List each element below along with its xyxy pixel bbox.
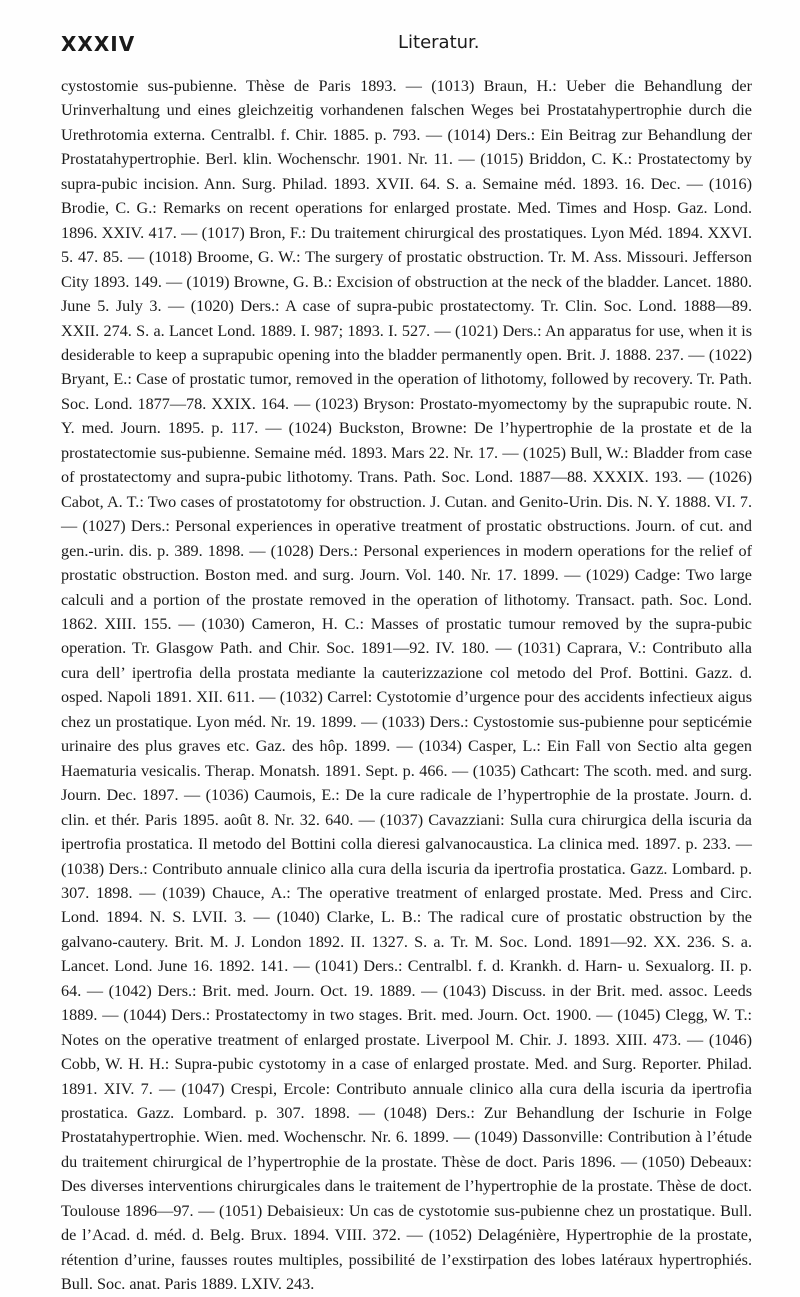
section-title: Literatur. — [398, 32, 480, 53]
running-head — [0, 0, 800, 70]
bibliography-text: cystostomie sus-pubienne. Thèse de Paris 1893. — (1013) Braun, H.: Ueber die Behandlung der Urinverhaltung und eines gleichzeitig vorhandenen falschen Weges bei Prostatahypertrophie durch die Urethrotomia externa. Centralbl. f. Chir. 1885. p. 793. — (1014) Ders.: Ein Beitrag zur Behandlung der Prostatahypertrophie. Berl. klin. Wochenschr. 1901. Nr. 11. — (1015) Briddon, C. K.: Prostatectomy by supra-pubic incision. Ann. Surg. Philad. 1893. XVII. 64. S. a. Semaine méd. 1893. 16. Dec. — (1016) Brodie, C. G.: Remarks on recent operations for enlarged prostate. Med. Times and Hosp. Gaz. Lond. 1896. XXIV. 417. — (1017) Bron, F.: Du traitement chirurgical des prostatiques. Lyon Méd. 1894. XXVI. 5. 47. 85. — (1018) Broome, G. W.: The surgery of prostatic obstruction. Tr. M. Ass. Missouri. Jefferson City 1893. 149. — (1019) Browne, G. B.: Excision of obstruction at the neck of the bladder. Lancet. 1880. June 5. July 3. — (1020) Ders.: A case of supra-pubic prostatectomy. Tr. Clin. Soc. Lond. 1888—89. XXII. 274. S. a. Lancet Lond. 1889. I. 987; 1893. I. 527. — (1021) Ders.: An apparatus for use, when it is desiderable to keep a suprapubic opening into the bladder permanently open. Brit. J. 1888. 237. — (1022) Bryant, E.: Case of prostatic tumor, removed in the operation of lithotomy, followed by recovery. Tr. Path. Soc. Lond. 1877—78. XXIX. 164. — (1023) Bryson: Prostato-myomectomy by the suprapubic route. N. Y. med. Journ. 1895. p. 117. — (1024) Buckston, Browne: De l’hypertrophie de la prostate et de la prostatectomie sus-pubienne. Semaine méd. 1893. Mars 22. Nr. 17. — (1025) Bull, W.: Bladder from case of prostatectomy and supra-pubic lithotomy. Trans. Path. Soc. Lond. 1887—88. XXXIX. 193. — (1026) Cabot, A. T.: Two cases of prostatotomy for obstruction. J. Cutan. and Genito-Urin. Dis. N. Y. 1888. VI. 7. — (1027) Ders.: Personal experiences in operative treatment of prostatic obstructions. Journ. of cut. and gen.-urin. dis. p. 389. 1898. — (1028) Ders.: Personal experiences in modern operations for the relief of prostatic obstruction. Boston med. and surg. Journ. Vol. 140. Nr. 17. 1899. — (1029) Cadge: Two large calculi and a portion of the prostate removed in the operation of lithotomy. Transact. path. Soc. Lond. 1862. XIII. 155. — (1030) Cameron, H. C.: Masses of prostatic tumour removed by the supra-pubic operation. Tr. Glasgow Path. and Chir. Soc. 1891—92. IV. 180. — (1031) Caprara, V.: Contributo alla cura dell’ ipertrofia della prostata mediante la cauterizzazione col metodo del Prof. Bottini. Gazz. d. osped. Napoli 1891. XII. 611. — (1032) Carrel: Cystotomie d’urgence pour des accidents infectieux aigus chez un prostatique. Lyon méd. Nr. 19. 1899. — (1033) Ders.: Cystostomie sus-pubienne pour septicémie urinaire des plus graves etc. Gaz. des hôp. 1899. — (1034) Casper, L.: Ein Fall von Sectio alta gegen Haematuria vesicalis. Therap. Monatsh. 1891. Sept. p. 466. — (1035) Cathcart: The scoth. med. and surg. Journ. Dec. 1897. — (1036) Caumois, E.: De la cure radicale de l’hypertrophie de la prostate. Journ. d. clin. et thér. Paris 1895. août 8. Nr. 32. 640. — (1037) Cavazziani: Sulla cura chirurgica della iscuria da ipertrofia prostatica. Il metodo del Bottini colla dieresi galvanocaustica. La clinica med. 1897. p. 233. — (1038) Ders.: Contributo annuale clinico alla cura della iscuria da ipertrofia prostatica. Gazz. Lombard. p. 307. 1898. — (1039) Chauce, A.: The operative treatment of enlarged prostate. Med. Press and Circ. Lond. 1894. N. S. LVII. 3. — (1040) Clarke, L. B.: The radical cure of prostatic obstruction by the galvano-cautery. Brit. M. J. London 1892. II. 1327. S. a. Tr. M. Soc. Lond. 1891—92. XX. 236. S. a. Lancet. Lond. June 16. 1892. 141. — (1041) Ders.: Centralbl. f. d. Krankh. d. Harn- u. Sexualorg. II. p. 64. — (1042) Ders.: Brit. med. Journ. Oct. 19. 1889. — (1043) Discuss. in der Brit. med. assoc. Leeds 1889. — (1044) Ders.: Prostatectomy in two stages. Brit. med. Journ. Oct. 1900. — (1045) Clegg, W. T.: Notes on the operative treatment of enlarged prostate. Liverpool M. Chir. J. 1893. XIII. 473. — (1046) Cobb, W. H. H.: Supra-pubic cystotomy in a case of enlarged prostate. Med. and Surg. Reporter. Philad. 1891. XIV. 7. — (1047) Crespi, Ercole: Contributo annuale clinico alla cura della iscuria da ipertrofia prostatica. Gazz. Lombard. p. 307. 1898. — (1048) Ders.: Zur Behandlung der Ischurie in Folge Prostatahypertrophie. Wien. med. Wochenschr. Nr. 6. 1899. — (1049) Dassonville: Contribution à l’étude du traitement chirurgical de l’hypertrophie de la prostate. Thèse de doct. Paris 1896. — (1050) Debeaux: Des diverses interventions chirurgicales dans le traitement de l’hypertrophie de la prostate. Thèse de doct. Toulouse 1896—97. — (1051) Debaisieux: Un cas de cystotomie sus-pubienne chez un prostatique. Bull. de l’Acad. d. méd. d. Belg. Brux. 1894. VIII. 372. — (1052) Delagénière, Hypertrophie de la prostate, rétention d’urine, fausses routes multiples, possibilité de l’exstirpation des lobes latéraux hypertrophiés. Bull. Soc. anat. Paris 1889. LXIV. 243. — [61, 77, 752, 1294]
page-number: XXXIV — [61, 32, 136, 56]
